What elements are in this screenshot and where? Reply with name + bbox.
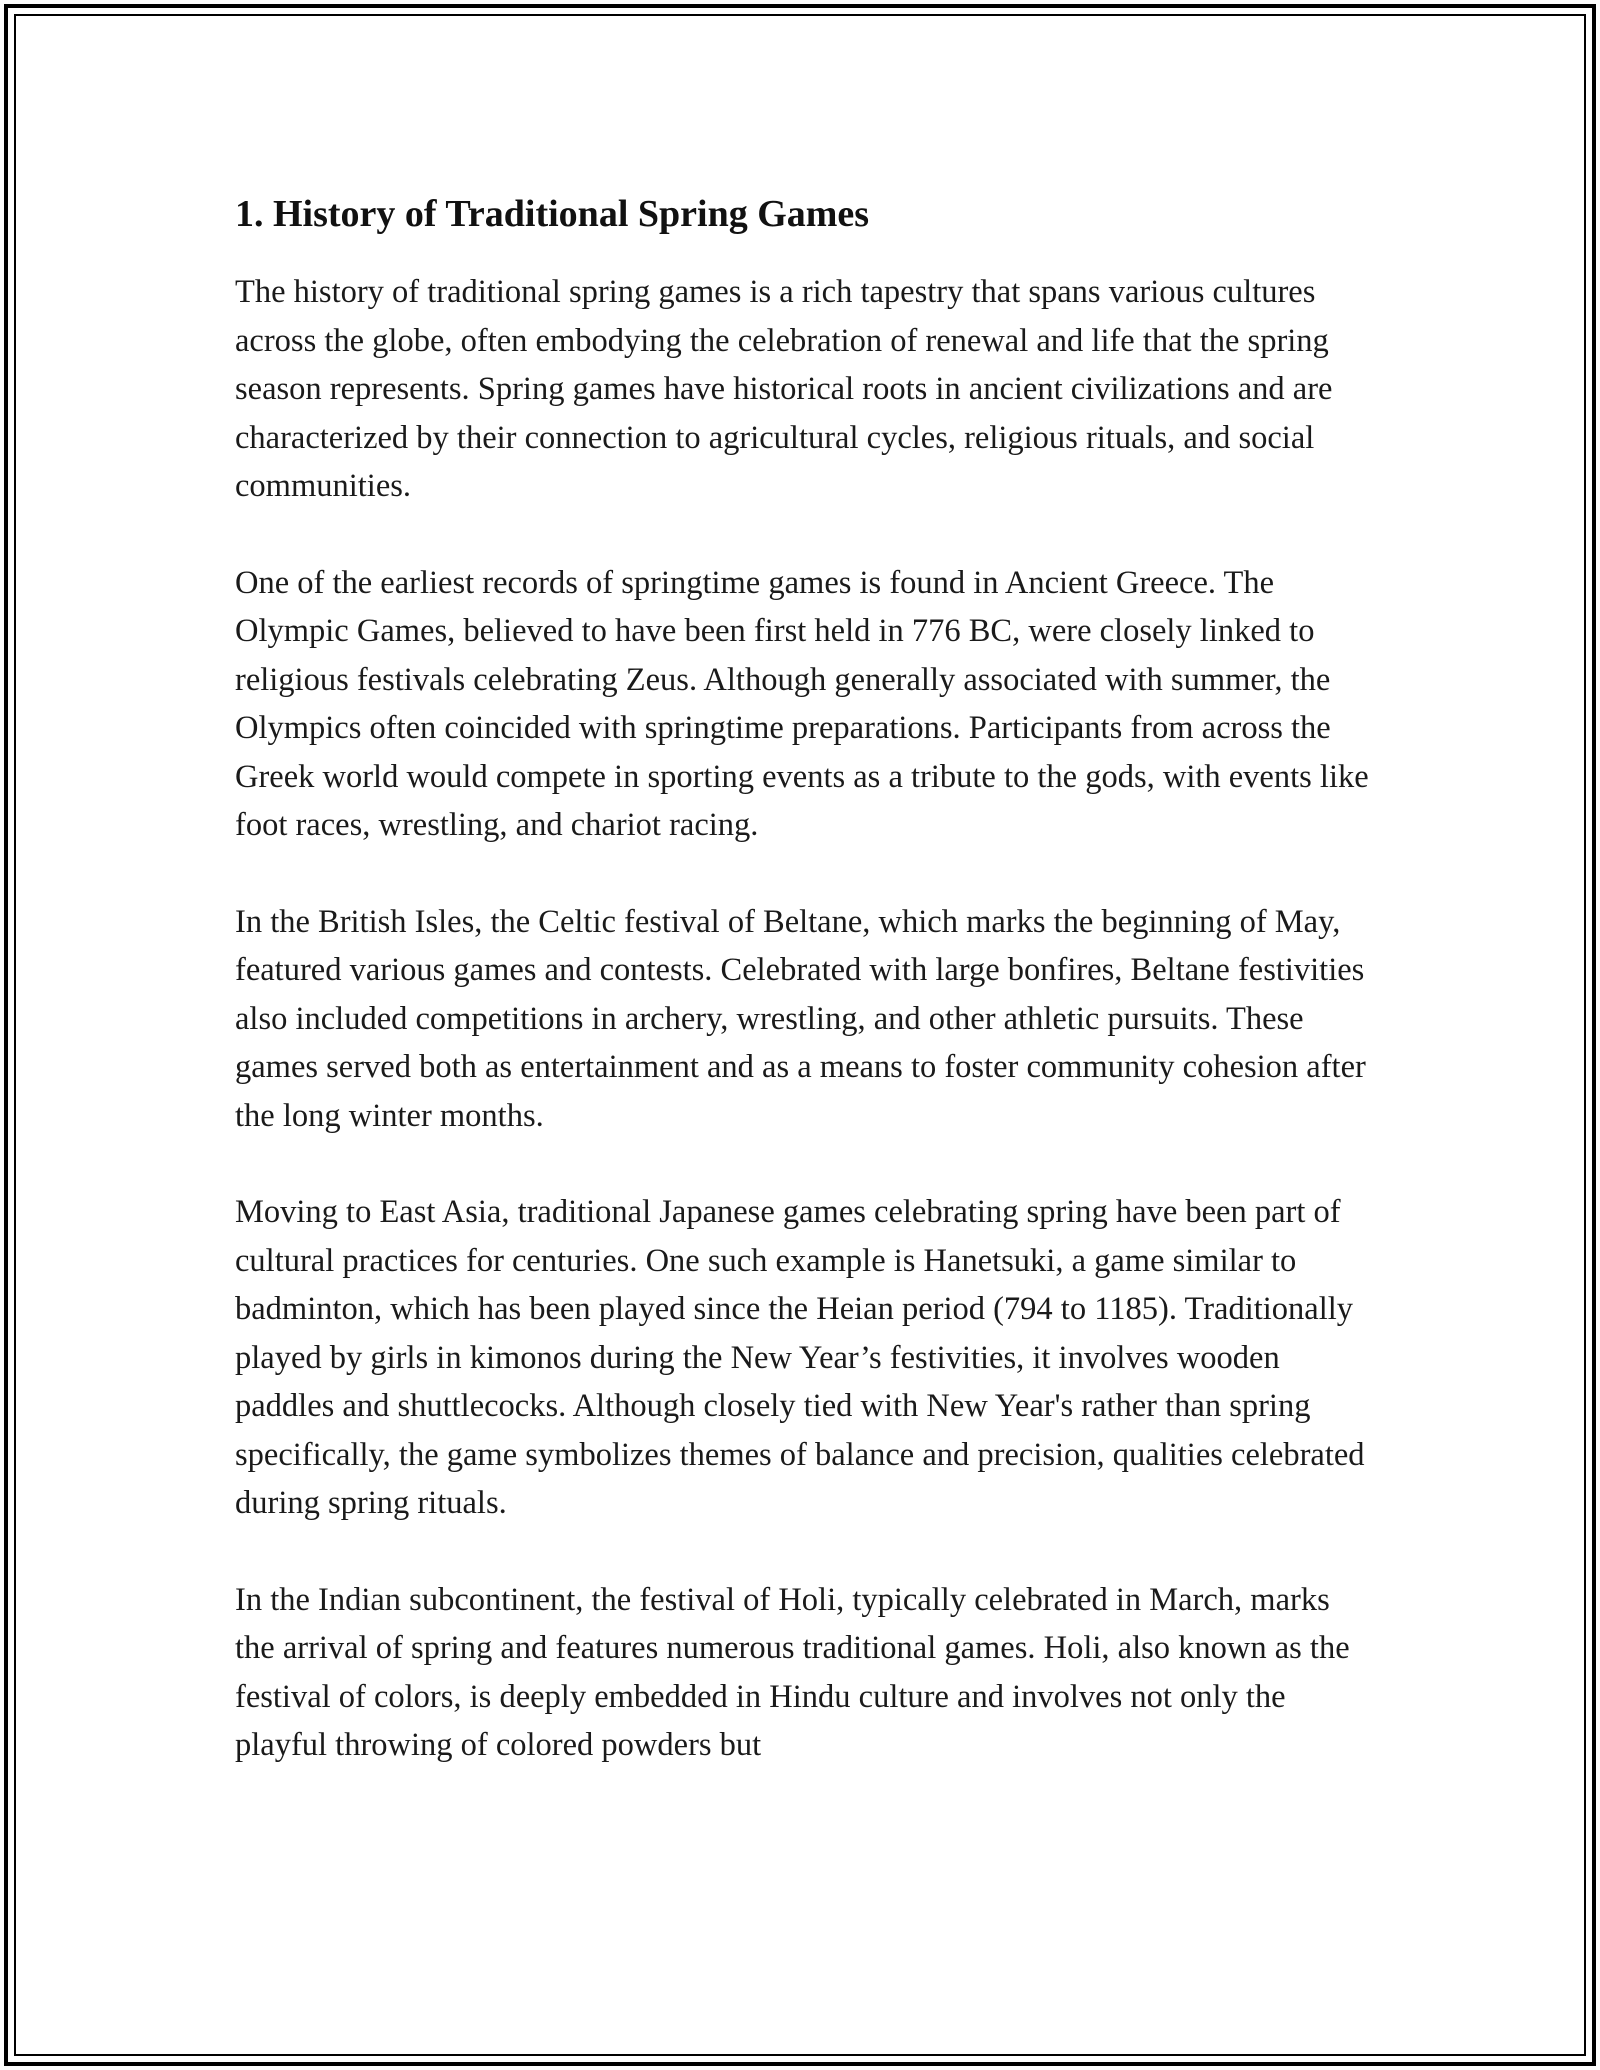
paragraph-holi: In the Indian subcontinent, the festival of Holi, typically celebrated in March, marks the arrival of spring and features numerous traditional games. Holi, also known as the festival of colors, is deeply embedded in Hindu culture and involves not only the playful throwing of colored powders but — [235, 1581, 1350, 1763]
section-heading: 1. History of Traditional Spring Games — [235, 193, 870, 235]
document-body — [235, 190, 1375, 1770]
paragraph-beltane: In the British Isles, the Celtic festival of Beltane, which marks the beginning of May, featured various games and contests. Celebrated with large bonfires, Beltane festivities also included competitions in archery, wrestling, and other athletic pursuits. These games served both as entertainment and as a means to foster community cohesion after the long winter months. — [235, 903, 1366, 1134]
paragraph-intro: The history of traditional spring games is a rich tapestry that spans various cultures across the globe, often embodying the celebration of renewal and life that the spring season represents. Spring games have historical roots in ancient civilizations and are characterized by their connection to agricultural cycles, religious rituals, and social communities. — [235, 274, 1333, 504]
paragraph-japan: Moving to East Asia, traditional Japanese games celebrating spring have been part of cultural practices for centuries. One such example is Hanetsuki, a game similar to badminton, which has been played since the Heian period (794 to 1185). Traditionally played by girls in kimonos during the New Year’s festivities, it involves wooden paddles and shuttlecocks. Although closely tied with New Year's rather than spring specifically, the game symbolizes themes of balance and precision, qualities celebrated during spring rituals. — [235, 1194, 1365, 1521]
paragraph-ancient-greece: One of the earliest records of springtime games is found in Ancient Greece. The Olympic Games, believed to have been first held in 776 BC, were closely linked to religious festivals celebrating Zeus. Although generally associated with summer, the Olympics often coincided with springtime preparations. Participants from across the Greek world would compete in sporting events as a tribute to the gods, with events like foot races, wrestling, and chariot racing. — [235, 564, 1369, 843]
